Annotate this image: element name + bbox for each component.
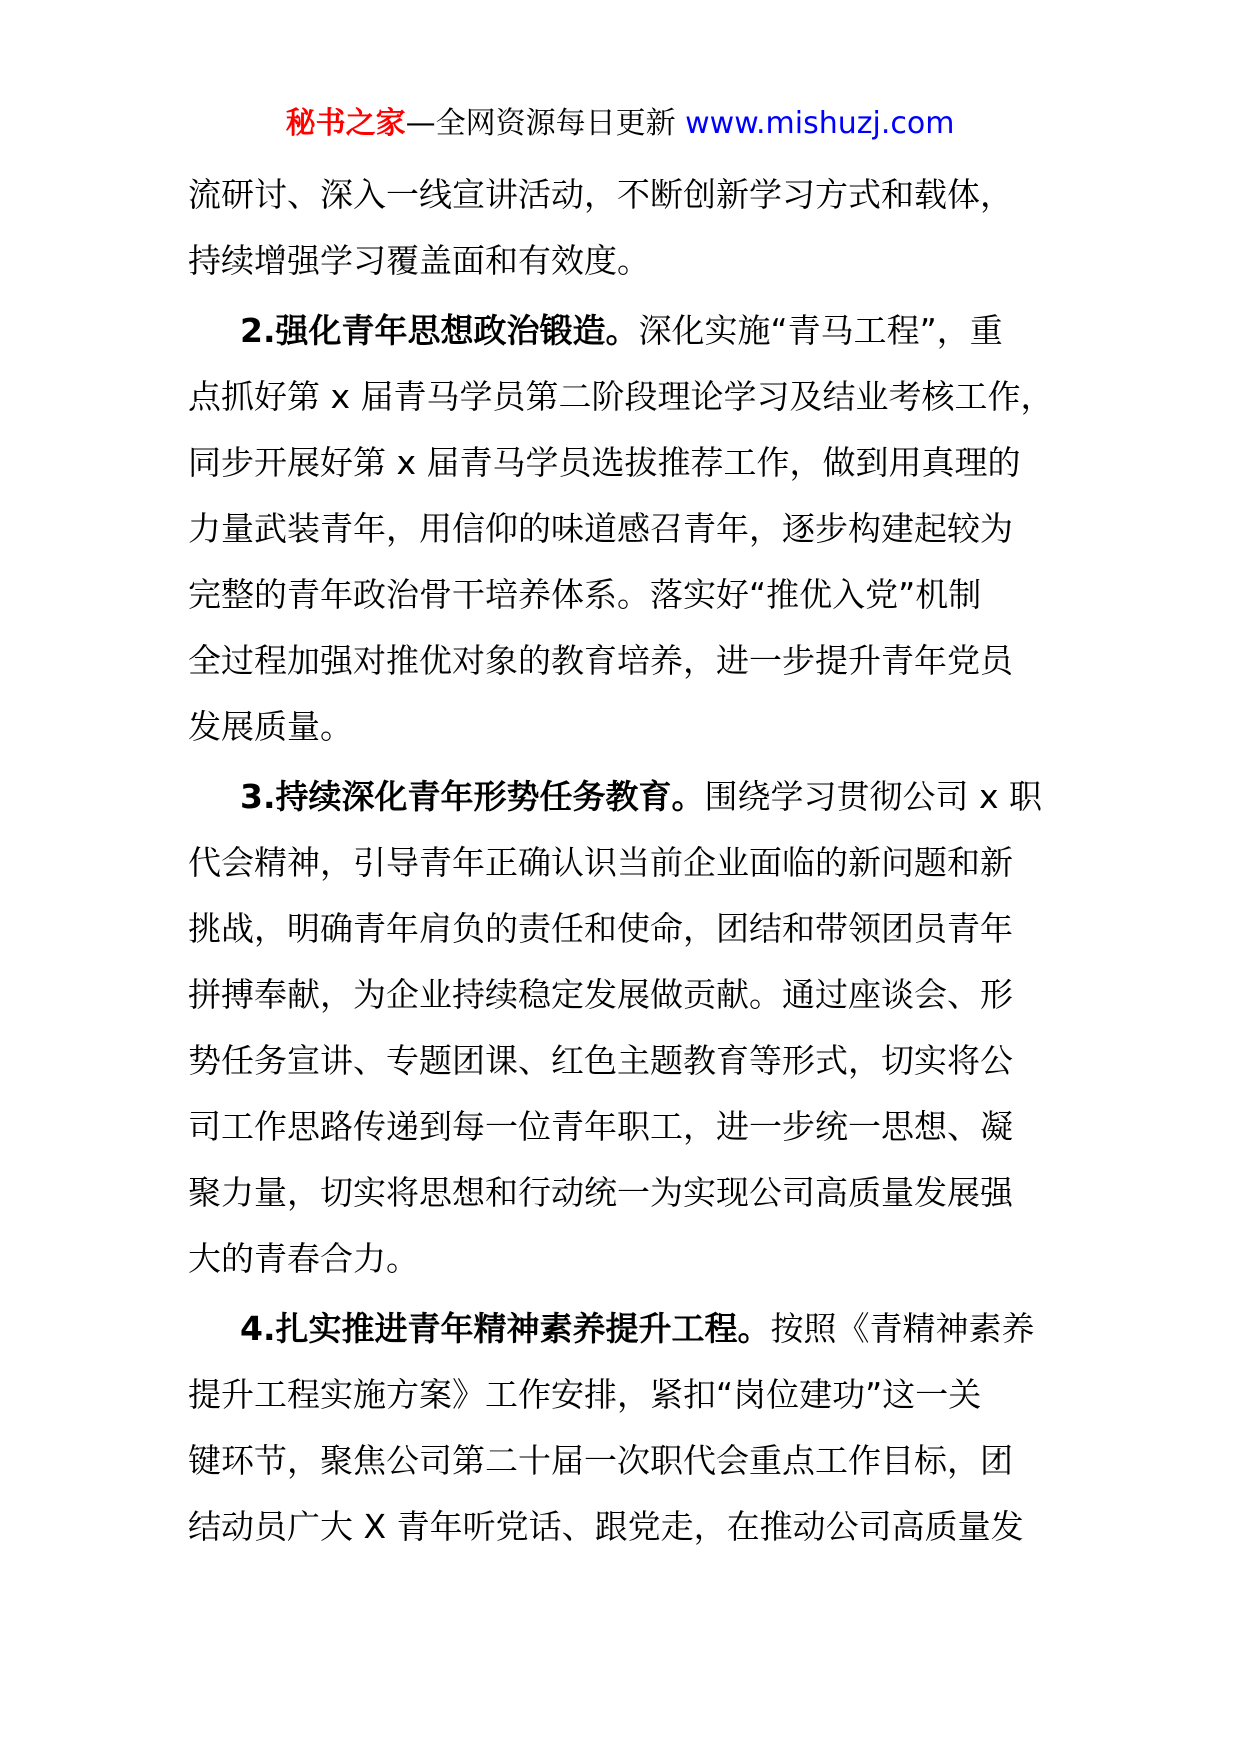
site-header [0, 102, 1240, 146]
site-slogan: —全网资源每日更新 [405, 106, 676, 141]
paragraph-line: 同步开展好第 x 届青马学员选拔推荐工作，做到用真理的 [188, 443, 1021, 482]
paragraph-line: 挑战，明确青年肩负的责任和使命，团结和带领团员青年 [188, 909, 1013, 948]
section-heading: 2.强化青年思想政治锻造。 [240, 311, 639, 350]
paragraph-line: 发展质量。 [188, 707, 353, 746]
paragraph-text: 按照《青精神素养 [770, 1309, 1035, 1348]
site-url[interactable]: www.mishuzj.com [685, 106, 955, 141]
paragraph-line: 势任务宣讲、专题团课、红色主题教育等形式，切实将公 [188, 1041, 1013, 1080]
paragraph-line: 提升工程实施方案》工作安排，紧扣“岗位建功”这一关 [188, 1375, 982, 1414]
paragraph-text: 深化实施“青马工程”，重 [638, 311, 1003, 350]
paragraph-first-line [188, 298, 1072, 364]
paragraph-first-line [188, 764, 1072, 830]
paragraph-3 [188, 764, 1072, 1292]
paragraph-line: 司工作思路传递到每一位青年职工，进一步统一思想、凝 [188, 1107, 1013, 1146]
site-brand: 秘书之家 [285, 106, 406, 141]
section-heading: 3.持续深化青年形势任务教育。 [240, 777, 705, 816]
paragraph-line: 键环节，聚焦公司第二十届一次职代会重点工作目标，团 [188, 1441, 1013, 1480]
paragraph-line: 代会精神，引导青年正确认识当前企业面临的新问题和新 [188, 843, 1013, 882]
paragraph-line: 结动员广大 X 青年听党话、跟党走，在推动公司高质量发 [188, 1507, 1024, 1546]
paragraph-line: 全过程加强对推优对象的教育培养，进一步提升青年党员 [188, 641, 1013, 680]
paragraph-line: 力量武装青年，用信仰的味道感召青年，逐步构建起较为 [188, 509, 1013, 548]
document-body [188, 162, 1072, 1560]
section-heading: 4.扎实推进青年精神素养提升工程。 [240, 1309, 771, 1348]
paragraph-line: 拼搏奉献，为企业持续稳定发展做贡献。通过座谈会、形 [188, 975, 1013, 1014]
paragraph-line: 流研讨、深入一线宣讲活动，不断创新学习方式和载体， [188, 175, 1013, 214]
paragraph-line: 大的青春合力。 [188, 1239, 419, 1278]
paragraph-line: 持续增强学习覆盖面和有效度。 [188, 241, 650, 280]
paragraph-1 [188, 162, 1072, 294]
paragraph-line: 点抓好第 x 届青马学员第二阶段理论学习及结业考核工作， [188, 377, 1054, 416]
paragraph-first-line [188, 1296, 1072, 1362]
paragraph-4 [188, 1296, 1072, 1560]
paragraph-line: 完整的青年政治骨干培养体系。落实好“推优入党”机制 [188, 575, 982, 614]
paragraph-2 [188, 298, 1072, 760]
paragraph-text: 围绕学习贯彻公司 x 职 [704, 777, 1043, 816]
paragraph-line: 聚力量，切实将思想和行动统一为实现公司高质量发展强 [188, 1173, 1013, 1212]
